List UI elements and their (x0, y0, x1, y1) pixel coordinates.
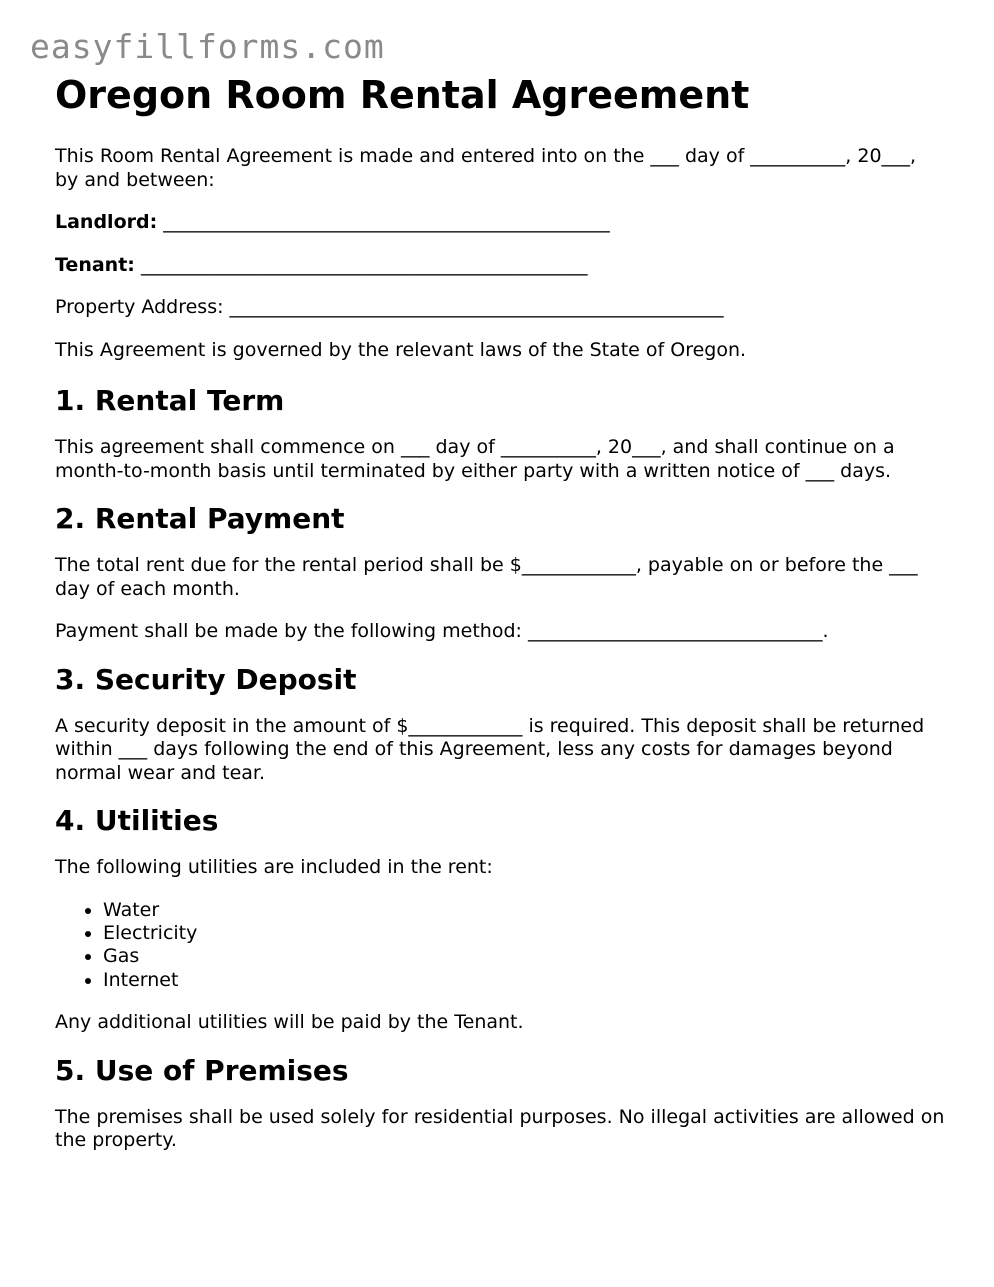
security-deposit-paragraph: A security deposit in the amount of $____________ is required. This deposit shall be returned within ___ days following the end of this Agreement, less any costs for damages beyond normal wear and tear. (55, 714, 925, 784)
list-item: • Water (103, 899, 945, 922)
rental-payment-paragraph: The total rent due for the rental period shall be $____________, payable on or before the ___ day of each month. (55, 554, 918, 600)
property-address-line: Property Address: ____________________________________________________ (55, 296, 724, 318)
tenant-blank: _______________________________________________ (140, 253, 588, 276)
utilities-note-paragraph: Any additional utilities will be paid by the Tenant. (55, 1011, 524, 1034)
landlord-blank: _______________________________________________ (163, 211, 610, 233)
tenant-label: Tenant: (55, 253, 135, 276)
utilities-list (55, 899, 945, 993)
watermark: easyfillforms.com (30, 27, 385, 66)
section-utilities (55, 804, 945, 1035)
use-of-premises-paragraph: The premises shall be used solely for residential purposes. No illegal activities are allowed on the property. (55, 1105, 945, 1152)
landlord-label: Landlord: (55, 211, 158, 233)
section-security-deposit (55, 663, 945, 786)
rental-term-paragraph: This agreement shall commence on ___ day of __________, 20___, and shall continue on a month-to-month basis until terminated by either party with a written notice of ___ days. (55, 436, 895, 482)
payment-method-paragraph: Payment shall be made by the following method: _______________________________. (55, 620, 829, 642)
section-rental-payment (55, 502, 945, 644)
section-use-of-premises (55, 1054, 945, 1153)
section-heading: 2. Rental Payment (55, 502, 345, 535)
landlord-line (55, 211, 945, 235)
list-item: • Gas (103, 945, 945, 968)
section-heading: 4. Utilities (55, 804, 219, 837)
intro-paragraph: This Room Rental Agreement is made and entered into on the ___ day of __________, 20___, by and between: (55, 145, 917, 191)
section-heading: 5. Use of Premises (55, 1053, 349, 1087)
governing-law-paragraph: This Agreement is governed by the relevant laws of the State of Oregon. (55, 338, 747, 361)
document-body (55, 72, 945, 1172)
list-item: • Electricity (103, 922, 945, 945)
utilities-paragraph: The following utilities are included in the rent: (55, 856, 493, 878)
section-heading: 3. Security Deposit (55, 662, 357, 696)
document-title: Oregon Room Rental Agreement (55, 73, 750, 117)
tenant-line (55, 254, 945, 278)
section-heading: 1. Rental Term (55, 384, 285, 417)
section-rental-term (55, 384, 945, 483)
list-item: • Internet (103, 969, 945, 992)
